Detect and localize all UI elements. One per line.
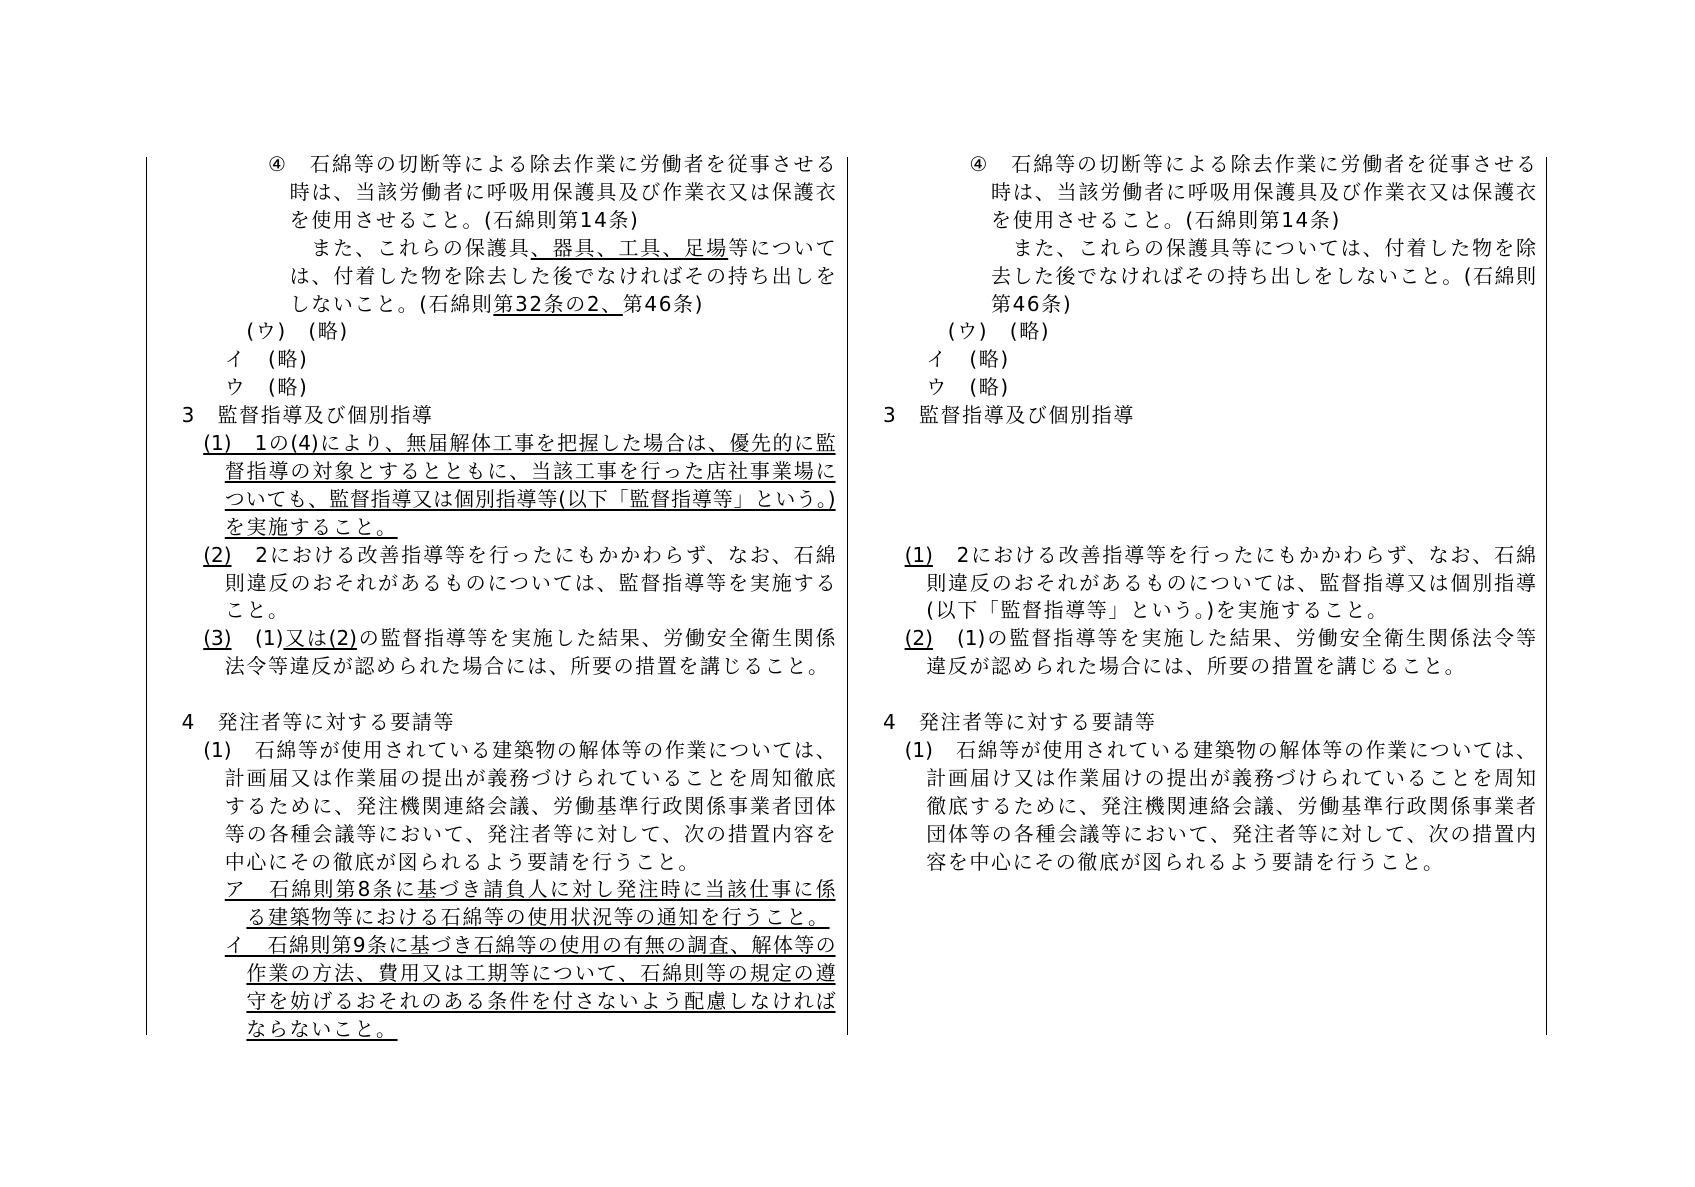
text-segment: ④ 石綿等の切断等による除去作業に労働者を従事させる	[969, 152, 1536, 176]
text-line	[246, 318, 348, 346]
text-line	[203, 625, 835, 653]
text-segment: するために、発注機関連絡会議、労働基準行政関係事業者団体	[224, 793, 836, 818]
text-line	[225, 458, 836, 486]
amended-text-segment: ついても、監督指導又は個別指導等(以下「監督指導等」という。)	[224, 486, 836, 511]
text-segment: 等について	[728, 235, 836, 260]
text-segment: ウ (略)	[224, 375, 309, 400]
text-segment: 4 発注者等に対する要請等	[181, 710, 456, 734]
text-segment: しないこと。(石綿則	[289, 291, 494, 316]
text-line	[203, 430, 835, 458]
amended-text-segment: (1)	[904, 542, 933, 567]
text-line	[225, 514, 398, 542]
amended-text-segment: ア 石綿則第8条に基づき請負人に対し発注時に当該仕事に係	[224, 877, 836, 902]
text-segment: (1) 石綿等が使用されている建築物の解体等の作業については、	[203, 737, 836, 762]
text-line	[969, 151, 1536, 179]
text-segment: 違反が認められた場合には、所要の措置を講じること。	[926, 654, 1467, 679]
text-line	[225, 849, 700, 877]
text-line	[246, 1016, 397, 1044]
text-segment: ④ 石綿等の切断等による除去作業に労働者を従事させる	[267, 152, 836, 176]
text-segment: イ (略)	[926, 347, 1010, 372]
text-segment: 則違反のおそれがあるものについては、監督指導等を実施する	[224, 570, 836, 595]
text-line	[290, 263, 836, 291]
text-line	[926, 653, 1466, 681]
amended-text-segment: 第32条の2、	[493, 291, 623, 316]
text-line	[883, 709, 1157, 737]
amended-text-segment: (3)	[203, 626, 232, 651]
amended-text-segment: を実施すること。	[224, 514, 398, 539]
text-segment: こと。	[224, 598, 290, 623]
text-segment: 時は、当該労働者に呼吸用保護具及び作業衣又は保護衣	[991, 179, 1536, 204]
text-line	[225, 374, 309, 402]
text-line	[203, 542, 835, 570]
text-line	[225, 821, 836, 849]
text-line	[926, 821, 1536, 849]
text-segment: を使用させること。(石綿則第14条)	[991, 207, 1341, 232]
table-column-divider	[847, 157, 848, 1035]
text-line	[905, 737, 1536, 765]
text-segment: 2における改善指導等を行ったにもかかわらず、なお、石綿	[231, 542, 836, 567]
text-segment: 第46条)	[622, 291, 705, 316]
text-segment: (1)の監督指導等を実施した結果、労働安全衛生関係法令等	[932, 626, 1536, 651]
text-line	[225, 932, 836, 960]
amended-text-segment: 、器具、工具、足場	[530, 235, 729, 260]
text-line	[290, 207, 640, 235]
text-segment: の監督指導等を実施した結果、労働安全衛生関係	[356, 626, 836, 651]
text-line	[246, 960, 835, 988]
text-line	[225, 486, 836, 514]
text-line	[182, 709, 456, 737]
text-segment: 計画届又は作業届の提出が義務づけられていることを周知徹底	[224, 765, 836, 790]
text-segment: (ウ) (略)	[246, 319, 349, 344]
text-line	[948, 318, 1050, 346]
text-line	[1013, 235, 1536, 263]
text-segment: 則違反のおそれがあるものについては、監督指導又は個別指導	[926, 570, 1536, 595]
text-segment: また、これらの保護具	[311, 235, 531, 260]
text-segment: ウ (略)	[926, 375, 1010, 400]
text-line	[182, 402, 434, 430]
text-line	[991, 179, 1536, 207]
text-segment: 徹底するために、発注機関連絡会議、労働基準行政関係事業者	[926, 793, 1536, 818]
text-line	[290, 179, 836, 207]
text-line	[926, 597, 1388, 625]
text-segment: 第46条)	[991, 291, 1073, 316]
text-line	[225, 793, 836, 821]
text-segment: (1)	[231, 626, 284, 651]
text-line	[926, 793, 1536, 821]
amended-text-segment: る建築物等における石綿等の使用状況等の通知を行うこと。	[246, 905, 830, 930]
amended-text-segment: 督指導の対象とするとともに、当該工事を行った店社事業場に	[224, 458, 836, 483]
table-right-border	[1546, 157, 1547, 1035]
amended-text-segment: イ 石綿則第9条に基づき石綿等の使用の有無の調査、解体等の	[224, 933, 836, 958]
text-segment: は、付着した物を除去した後でなければその持ち出しを	[289, 263, 836, 288]
text-line	[225, 765, 836, 793]
text-segment: 法令等違反が認められた場合には、所要の措置を講じること。	[224, 654, 830, 679]
table-left-border	[146, 157, 147, 1035]
amended-text-segment: (2)	[203, 542, 232, 567]
text-line	[203, 737, 835, 765]
text-line	[225, 570, 836, 598]
text-segment: を使用させること。(石綿則第14条)	[289, 207, 640, 232]
text-line	[926, 765, 1536, 793]
amended-text-segment: (2)	[904, 626, 933, 651]
text-line	[225, 876, 836, 904]
amended-text-segment: 又は(2)	[283, 626, 357, 651]
text-segment: 団体等の各種会議等において、発注者等に対して、次の措置内	[926, 821, 1536, 846]
text-line	[246, 904, 829, 932]
amended-text-segment: 作業の方法、費用又は工期等について、石綿則等の規定の遵	[246, 961, 836, 986]
text-line	[991, 291, 1072, 319]
text-segment: 3 監督指導及び個別指導	[883, 403, 1135, 428]
text-line	[991, 263, 1536, 291]
text-line	[268, 151, 836, 179]
text-line	[926, 374, 1010, 402]
amended-text-segment: 守を妨げるおそれのある条件を付さないよう配慮しなければ	[246, 989, 836, 1013]
text-segment: (1) 石綿等が使用されている建築物の解体等の作業については、	[904, 737, 1536, 762]
text-line	[905, 625, 1536, 653]
text-line	[905, 542, 1536, 570]
text-segment: 容を中心にその徹底が図られるよう要請を行うこと。	[926, 849, 1445, 874]
text-line	[926, 346, 1010, 374]
amended-text-segment: ならないこと。	[246, 1016, 398, 1041]
text-segment: (ウ) (略)	[947, 319, 1051, 344]
text-line	[883, 402, 1135, 430]
text-line	[225, 346, 309, 374]
text-line	[246, 988, 835, 1016]
text-segment: 3 監督指導及び個別指導	[181, 403, 434, 428]
text-segment: 去した後でなければその持ち出しをしないこと。(石綿則	[991, 263, 1536, 288]
text-segment: 4 発注者等に対する要請等	[883, 710, 1157, 734]
text-segment: 中心にその徹底が図られるよう要請を行うこと。	[224, 849, 700, 874]
text-line	[225, 653, 830, 681]
text-segment: 2における改善指導等を行ったにもかかわらず、なお、石綿	[932, 542, 1536, 567]
text-line	[926, 849, 1444, 877]
text-segment: 計画届け又は作業届けの提出が義務づけられていることを周知	[926, 765, 1536, 790]
text-segment: 等の各種会議等において、発注者等に対して、次の措置内容を	[224, 821, 836, 846]
text-segment: (以下「監督指導等」という。)を実施すること。	[926, 598, 1389, 623]
amended-text-segment: (1) 1の(4)により、無届解体工事を把握した場合は、優先的に監	[203, 431, 836, 455]
text-segment: イ (略)	[224, 347, 309, 372]
text-segment: 時は、当該労働者に呼吸用保護具及び作業衣又は保護衣	[289, 179, 836, 204]
text-line	[225, 597, 290, 625]
text-line	[311, 235, 835, 263]
text-line	[290, 291, 704, 319]
text-segment: また、これらの保護具等については、付着した物を除	[1012, 235, 1536, 260]
text-line	[926, 570, 1536, 598]
text-line	[991, 207, 1341, 235]
